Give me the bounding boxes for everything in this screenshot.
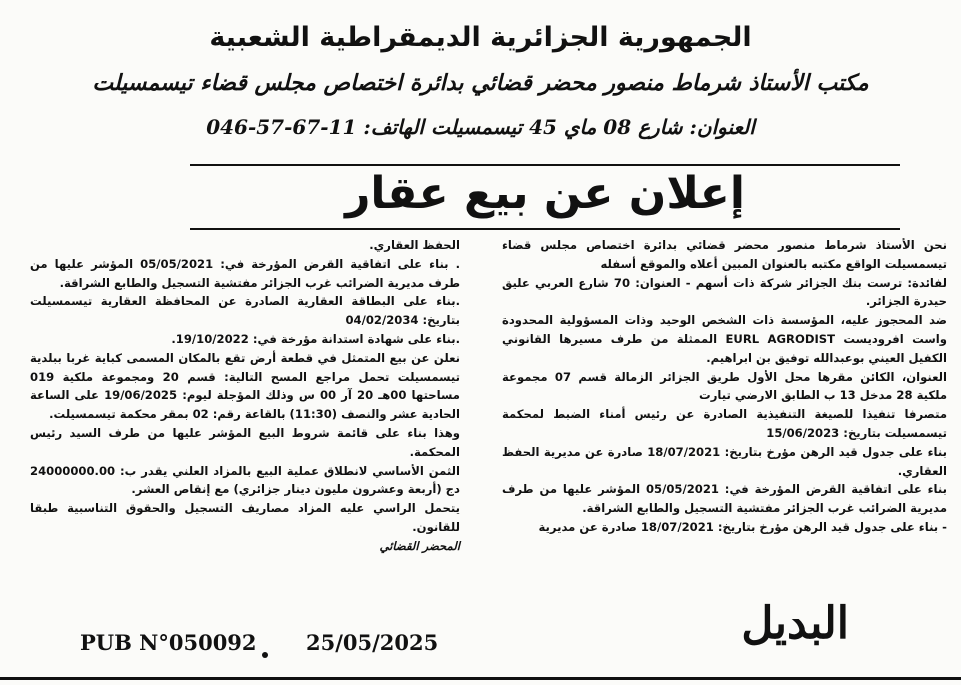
separator-dot <box>262 652 268 658</box>
paragraph: .بناء على شهادة استدانة مؤرخة في: 19/10/2022. <box>171 331 460 346</box>
office-heading: مكتب الأستاذ شرماط منصور محضر قضائي بدائرة اختصاص مجلس قضاء تيسمسيلت <box>92 70 869 96</box>
paragraph: .بناء على البطاقة العقارية الصادرة عن المحافظة العقارية تيسمسيلت بتاريخ: 04/02/2034 <box>30 294 460 328</box>
notice-left-column <box>30 236 460 556</box>
paragraph: نحن الأستاذ شرماط منصور محضر قضائي بدائرة اختصاص مجلس قضاء تيسمسيلت الواقع مكتبه بالعنوان المبين أعلاه والموقع أسفله <box>502 238 947 271</box>
notice-title-box <box>190 164 900 230</box>
notice-right-column <box>502 236 947 537</box>
paragraph: . بناء على اتفاقية القرض المؤرخة في: 05/05/2021 المؤشر عليها من طرف مديرية الضرائب غرب الجزائر مفتشية التسجيل والطابع الشراقة. <box>30 256 460 290</box>
paragraph: بناء على جدول قيد الرهن مؤرخ بتاريخ: 18/07/2021 صادرة عن مديرية الحفظ العقاري. <box>502 444 947 478</box>
paragraph: وهذا بناء على قائمة شروط البيع المؤشر عليها من طرف السيد رئيس المحكمة. <box>30 425 460 459</box>
paragraph: يتحمل الراسي عليه المزاد مصاريف التسجيل والحقوق التناسبية طبقا للقانون. <box>30 501 460 534</box>
publication-date: 25/05/2025 <box>306 630 439 655</box>
paragraph: نعلن عن بيع المتمثل في قطعة أرض تقع بالمكان المسمى كباية غربا ببلدية تيسمسيلت تحمل مراجع المسح التالية: قسم 20 ومجموعة ملكية 019 مساحتها 00هـ 20 آر 00 س وذلك المؤجلة ليوم: 19/06/2025 على الساعة الحادية عشر والنصف (11:30) بالقاعة رقم: 02 بمقر محكمة تيسمسيلت. <box>30 350 460 422</box>
paragraph: الثمن الأساسي لانطلاق عملية البيع بالمزاد العلني يقدر ب: 24000000.00 دج (أربعة وعشرون مليون دينار جزائري) مع إنقاص العشر. <box>30 463 460 497</box>
paragraph: لفائدة: ترست بنك الجزائر شركة ذات أسهم - العنوان: 70 شارع العربي عليق حيدرة الجزائر. <box>502 275 947 309</box>
paragraph: ضد المحجوز عليه، المؤسسة ذات الشخص الوحيد وذات المسؤولية المحدودة واست افروديست EURL AGRODIST الممثلة من طرف مسيرها القانوني الكفيل العيني بوعبدالله توفيق بن ابراهيم. <box>502 313 947 365</box>
publication-number: PUB N°050092 <box>80 630 257 655</box>
republic-heading: الجمهورية الجزائرية الديمقراطية الشعبية <box>209 22 752 53</box>
paragraph: العنوان، الكائن مقرها محل الأول طريق الجزائر الزمالة قسم 07 مجموعة ملكية 28 مدخل 13 ب الطابق الارضي تيارت <box>502 369 947 403</box>
paragraph: بناء على اتفاقية القرض المؤرخة في: 05/05/2021 المؤشر عليها من طرف مديرية الضرائب غرب الجزائر مفتشية التسجيل والطابع الشراقة. <box>502 482 948 516</box>
office-address: العنوان: شارع 08 ماي 45 تيسمسيلت الهاتف: 11-67-57-046 <box>206 115 755 139</box>
paragraph: - بناء على جدول قيد الرهن مؤرخ بتاريخ: 18/07/2021 صادرة عن مديرية <box>538 519 947 534</box>
bottom-rule <box>0 677 961 680</box>
bailiff-signature: المحضر القضائي <box>379 538 460 553</box>
notice-title: إعلان عن بيع عقار <box>345 168 745 219</box>
paragraph: الحفظ العقاري. <box>369 238 460 252</box>
paragraph: متصرفا تنفيذا للصيغة التنفيذية الصادرة عن رئيس أمناء الضبط لمحكمة تيسمسيلت بتاريخ: 15/06/2023 <box>502 407 947 440</box>
badil-label: البديل <box>741 598 849 649</box>
